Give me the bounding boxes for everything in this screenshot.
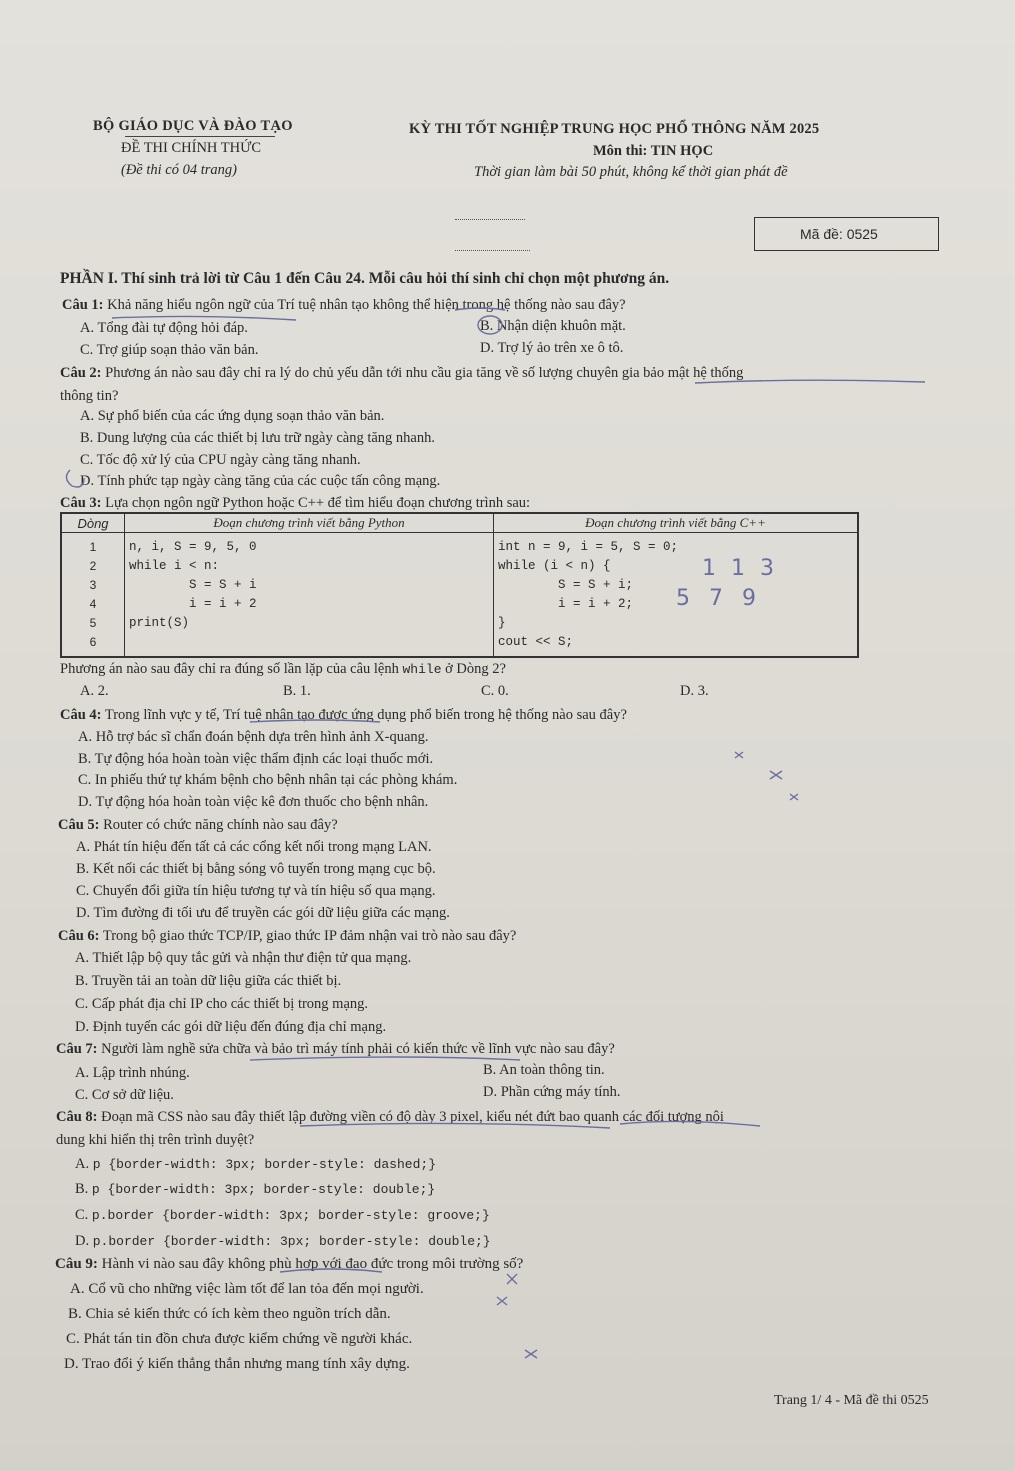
q5-option-c[interactable]: C. Chuyển đổi giữa tín hiệu tương tự và tín hiệu số qua mạng. <box>76 883 436 899</box>
cross-q4c-icon <box>770 771 782 779</box>
q5-option-a[interactable]: A. Phát tín hiệu đến tất cả các cổng kết nối trong mạng LAN. <box>76 839 432 855</box>
q2-option-c[interactable]: C. Tốc độ xử lý của CPU ngày càng tăng nhanh. <box>80 452 361 468</box>
q3-option-c[interactable]: C. 0. <box>481 683 509 699</box>
ministry-name: BỘ GIÁO DỤC VÀ ĐÀO TẠO <box>93 118 293 134</box>
underline-q8-icon <box>300 1123 610 1128</box>
exam-code: Mã đề: 0525 <box>800 226 878 242</box>
q8-option-b[interactable]: B. p {border-width: 3px; border-style: double;} <box>75 1181 436 1197</box>
col-header-cpp: Đoạn chương trình viết bằng C++ <box>494 514 858 533</box>
q8-option-d[interactable]: D. p.border {border-width: 3px; border-style: double;} <box>75 1233 491 1249</box>
question-8: Câu 8: Đoạn mã CSS nào sau đây thiết lập đường viền có độ dày 3 pixel, kiểu nét đứt bao quanh các đối tượng nội <box>56 1109 724 1125</box>
question-3: Câu 3: Lựa chọn ngôn ngữ Python hoặc C++ để tìm hiểu đoạn chương trình sau: <box>60 495 531 511</box>
underline-q8b-icon <box>620 1121 760 1126</box>
q5-option-d[interactable]: D. Tìm đường đi tối ưu để truyền các gói dữ liệu giữa các mạng. <box>76 905 450 921</box>
q7-option-c[interactable]: C. Cơ sở dữ liệu. <box>75 1087 174 1103</box>
col-header-python: Đoạn chương trình viết bằng Python <box>125 514 494 533</box>
q2-option-a[interactable]: A. Sự phổ biến của các ứng dụng soạn thảo văn bản. <box>80 408 385 424</box>
q6-option-d[interactable]: D. Định tuyến các gói dữ liệu đến đúng địa chỉ mạng. <box>75 1019 387 1035</box>
q5-option-b[interactable]: B. Kết nối các thiết bị bằng sóng vô tuyến trong mạng cục bộ. <box>76 861 436 877</box>
official-label: ĐỀ THI CHÍNH THỨC <box>121 140 262 156</box>
col-header-line: Dòng <box>62 514 125 533</box>
underline-q2-icon <box>695 380 925 383</box>
circle-q1b-icon <box>478 316 502 334</box>
q4-option-d[interactable]: D. Tự động hóa hoàn toàn việc kê đơn thuốc cho bệnh nhân. <box>78 794 429 810</box>
cross-q9b-icon <box>497 1297 507 1305</box>
handwritten-note-top: 1 1 3 <box>702 556 778 581</box>
q1-option-d[interactable]: D. Trợ lý ảo trên xe ô tô. <box>480 340 624 356</box>
pages-note: (Đề thi có 04 trang) <box>121 162 237 178</box>
question-4: Câu 4: Trong lĩnh vực y tế, Trí tuệ nhân tạo được ứng dụng phổ biến trong hệ thống nào sau đây? <box>60 707 627 723</box>
part-heading: PHẦN I. Thí sinh trả lời từ Câu 1 đến Câu 24. Mỗi câu hỏi thí sinh chỉ chọn một phương án. <box>60 270 670 287</box>
underline-khong-icon <box>455 308 505 310</box>
exam-time-note: Thời gian làm bài 50 phút, không kể thời gian phát đề <box>474 164 788 180</box>
q9-option-d[interactable]: D. Trao đổi ý kiến thẳng thắn nhưng mang tính xây dựng. <box>64 1356 410 1372</box>
underline-q7-icon <box>250 1057 520 1060</box>
page-footer: Trang 1/ 4 - Mã đề thi 0525 <box>774 1393 929 1408</box>
q3-option-b[interactable]: B. 1. <box>283 683 311 699</box>
exam-subject: Môn thi: TIN HỌC <box>593 143 714 159</box>
question-2-cont: thông tin? <box>60 388 119 404</box>
underline-q1a-icon <box>112 316 296 320</box>
q9-option-a[interactable]: A. Cổ vũ cho những việc làm tốt để lan tỏa đến mọi người. <box>70 1281 424 1297</box>
question-8-cont: dung khi hiển thị trên trình duyệt? <box>56 1132 255 1148</box>
q2-option-b[interactable]: B. Dung lượng của các thiết bị lưu trữ ngày càng tăng nhanh. <box>80 430 435 446</box>
q1-option-b[interactable]: B. Nhận diện khuôn mặt. <box>480 318 626 334</box>
q4-option-a[interactable]: A. Hỗ trợ bác sĩ chẩn đoán bệnh dựa trên hình ảnh X-quang. <box>78 729 429 745</box>
question-2: Câu 2: Phương án nào sau đây chỉ ra lý do chủ yếu dẫn tới nhu cầu gia tăng về số lượng chuyên gia bảo mật hệ thống <box>60 365 744 381</box>
circle-q2d-icon <box>66 470 84 487</box>
q3-option-a[interactable]: A. 2. <box>80 683 109 699</box>
q6-option-b[interactable]: B. Truyền tải an toàn dữ liệu giữa các thiết bị. <box>75 973 342 989</box>
question-6: Câu 6: Trong bộ giao thức TCP/IP, giao thức IP đảm nhận vai trò nào sau đây? <box>58 928 517 944</box>
python-code: n, i, S = 9, 5, 0 while i < n: S = S + i i = i + 2 print(S) <box>125 533 494 657</box>
q7-option-a[interactable]: A. Lập trình nhúng. <box>75 1065 190 1081</box>
cross-q9a-icon <box>507 1274 517 1284</box>
underline-q9-icon <box>280 1269 382 1272</box>
q2-option-d[interactable]: D. Tính phức tạp ngày càng tăng của các cuộc tấn công mạng. <box>80 473 441 489</box>
q1-option-a[interactable]: A. Tổng đài tự động hỏi đáp. <box>80 320 248 336</box>
q1-option-c[interactable]: C. Trợ giúp soạn thảo văn bản. <box>80 342 259 358</box>
q7-option-d[interactable]: D. Phần cứng máy tính. <box>483 1084 621 1100</box>
cpp-code: int n = 9, i = 5, S = 0; while (i < n) { S = S + i; i = i + 2; } cout << S; <box>494 533 858 657</box>
question-7: Câu 7: Người làm nghề sửa chữa và bảo trì máy tính phải có kiến thức về lĩnh vực nào sau đây? <box>56 1041 615 1057</box>
q9-option-b[interactable]: B. Chia sẻ kiến thức có ích kèm theo nguồn trích dẫn. <box>68 1306 391 1322</box>
q9-option-c[interactable]: C. Phát tán tin đồn chưa được kiểm chứng về người khác. <box>66 1331 413 1347</box>
q6-option-c[interactable]: C. Cấp phát địa chỉ IP cho các thiết bị trong mạng. <box>75 996 369 1012</box>
cross-q9d-icon <box>525 1350 537 1358</box>
question-9: Câu 9: Hành vi nào sau đây không phù hợp với đạo đức trong môi trường số? <box>55 1256 524 1272</box>
cross-q4b-icon <box>735 752 743 758</box>
question-3-prompt: Phương án nào sau đây chỉ ra đúng số lần lặp của câu lệnh while ở Dòng 2? <box>60 661 506 677</box>
line-numbers: 1 2 3 4 5 6 <box>62 533 125 657</box>
q8-option-a[interactable]: A. p {border-width: 3px; border-style: dashed;} <box>75 1156 436 1172</box>
q3-option-d[interactable]: D. 3. <box>680 683 709 699</box>
question-5: Câu 5: Router có chức năng chính nào sau đây? <box>58 817 338 833</box>
question-1: Câu 1: Khả năng hiểu ngôn ngữ của Trí tuệ nhân tạo không thể hiện trong hệ thống nào sau đây? <box>62 297 626 313</box>
q6-option-a[interactable]: A. Thiết lập bộ quy tắc gửi và nhận thư điện tử qua mạng. <box>75 950 412 966</box>
underline-q4-icon <box>250 720 380 722</box>
handwritten-note-bottom: 5 7 9 <box>676 586 762 611</box>
q8-option-c[interactable]: C. p.border {border-width: 3px; border-style: groove;} <box>75 1207 490 1223</box>
q7-option-b[interactable]: B. An toàn thông tin. <box>483 1062 605 1078</box>
q4-option-b[interactable]: B. Tự động hóa hoàn toàn việc thẩm định các loại thuốc mới. <box>78 751 434 767</box>
cross-q4d-icon <box>790 794 798 800</box>
exam-title: KỲ THI TỐT NGHIỆP TRUNG HỌC PHỔ THÔNG NĂM 2025 <box>409 121 820 137</box>
q4-option-c[interactable]: C. In phiếu thứ tự khám bệnh cho bệnh nhân tại các phòng khám. <box>78 772 458 788</box>
